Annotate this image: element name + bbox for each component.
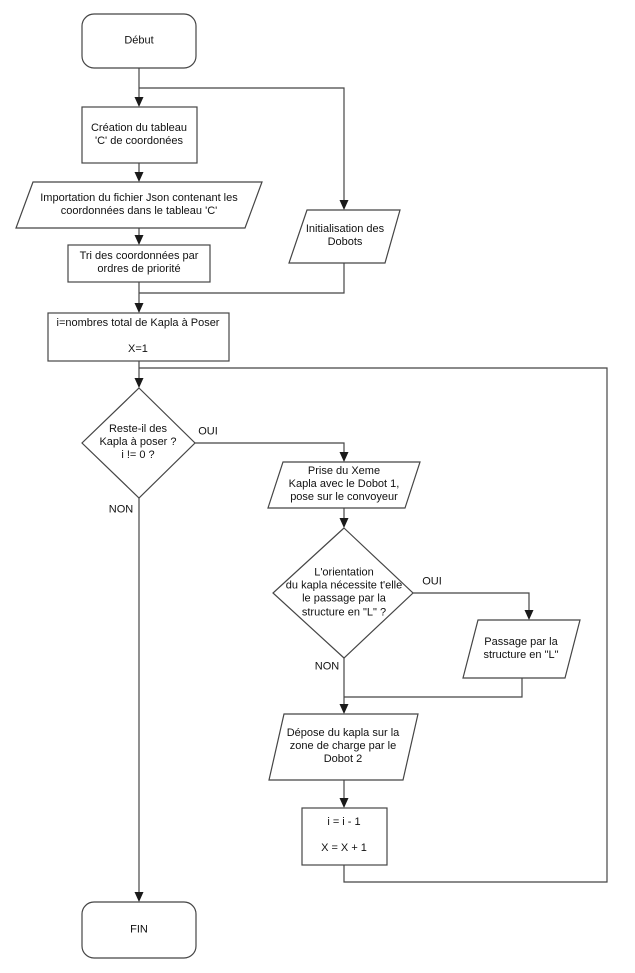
connector-oui-reste-to-prise (195, 443, 344, 457)
node-tri-shape (68, 245, 210, 282)
node-increment-label: i = i - 1 X = X + 1 (321, 816, 367, 855)
node-init-dobots-label: Initialisation des Dobots (305, 222, 385, 248)
arrowhead-into-passage (525, 610, 534, 620)
arrowhead-into-creation (135, 97, 144, 107)
node-tri-label: Tri des coordonnées par ordres de priorité (79, 249, 199, 275)
node-decision-reste-label: Reste-il des Kapla à poser ? i != 0 ? (99, 423, 177, 462)
node-fin-shape (82, 902, 196, 958)
node-decision-orientation-label: L'orientation du kapla nécessite t'elle le passage par la structure en "L" ? (285, 566, 403, 619)
node-debut-label: Début (124, 34, 154, 47)
node-init-vars-shape (48, 313, 229, 361)
node-creation-shape (82, 107, 197, 163)
node-passage-label: Passage par la structure en "L" (483, 635, 559, 661)
arrowhead-into-increment (340, 798, 349, 808)
node-init-vars-label: i=nombres total de Kapla à Poser X=1 (56, 317, 220, 356)
node-decision-reste-shape (82, 388, 195, 498)
node-fin-label: FIN (130, 923, 148, 936)
node-init-dobots-shape (289, 210, 400, 263)
arrowhead-into-prise (340, 452, 349, 462)
connector-oui-orientation-to-passage (413, 593, 529, 615)
arrowhead-into-init-dobots (340, 200, 349, 210)
arrowhead-into-tri (135, 235, 144, 245)
node-increment-shape (302, 808, 387, 865)
node-prise-shape (268, 462, 420, 508)
node-depose-label: Dépose du kapla sur la zone de charge par le Dobot 2 (286, 727, 400, 766)
edge-label-oui-reste: OUI (198, 425, 218, 438)
node-importation-shape (16, 182, 262, 228)
node-decision-orientation-shape (273, 528, 413, 658)
node-depose-shape (269, 714, 418, 780)
arrowhead-into-importation (135, 172, 144, 182)
edge-label-non-orientation: NON (314, 660, 340, 673)
arrowhead-into-decision-orientation (340, 518, 349, 528)
edge-label-oui-orientation: OUI (422, 575, 442, 588)
node-passage-shape (463, 620, 580, 678)
edge-label-non-reste: NON (108, 503, 134, 516)
arrowhead-into-fin (135, 892, 144, 902)
arrowhead-into-init-vars (135, 303, 144, 313)
node-creation-label: Création du tableau 'C' de coordonées (90, 121, 188, 147)
connector-passage-merge (344, 678, 522, 697)
node-importation-label: Importation du fichier Json contenant les coordonnées dans le tableau 'C' (40, 191, 238, 217)
node-prise-label: Prise du Xeme Kapla avec le Dobot 1, pose sur le convoyeur (288, 465, 400, 504)
arrowhead-into-depose (340, 704, 349, 714)
node-debut-shape (82, 14, 196, 68)
arrowhead-into-decision-reste (135, 378, 144, 388)
